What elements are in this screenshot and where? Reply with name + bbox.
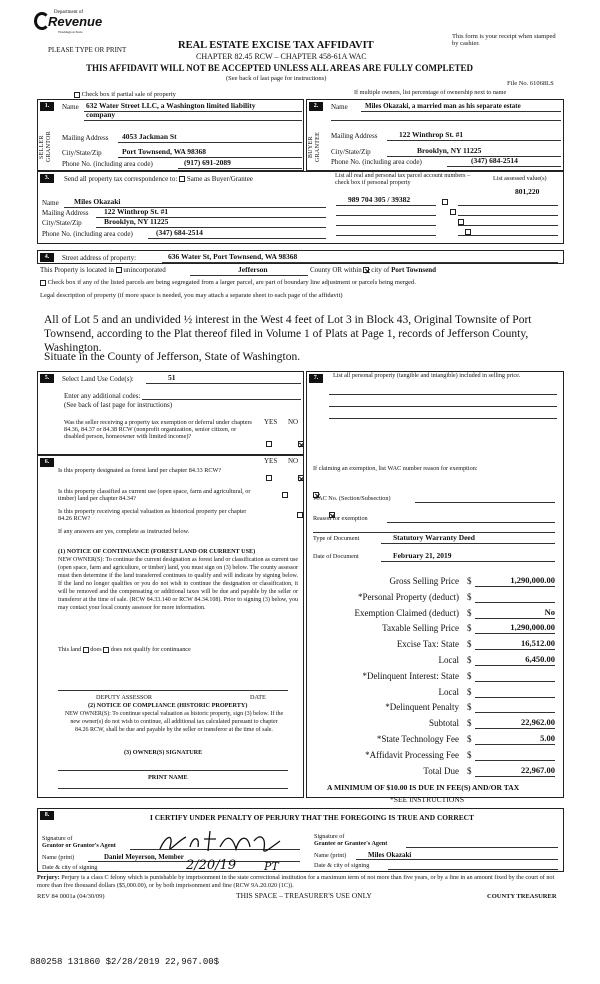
grantee-signature-line[interactable] — [406, 847, 558, 848]
notice-continuance-text: NEW OWNER(S): To continue the current designation as forest land or classification as current use (open space, farm and agriculture, or timber) land, you must sign on (3) below. The county assessor must then determine if the land transferred continues to qualify and will indicate by signing below. If the land no longer qualifies or you do not wish to continue the designation or classification, it will be removed and the compensating or additional taxes will be due and payable by the seller or transferor at the time of sale. (RCW 84.33.140 or RCW 84.34.108). Prior to signing (3) below, you may contact your local county assessor for more information. — [58, 557, 298, 611]
payment-stamp: 880258 131860 $2/28/2019 22,967.00$ — [30, 957, 220, 967]
assessed-line[interactable] — [458, 205, 558, 206]
document-type[interactable]: Statutory Warranty Deed — [393, 533, 475, 542]
grantee-print-name[interactable]: Miles Okazaki — [368, 851, 412, 859]
corr-name[interactable]: Miles Okazaki — [74, 197, 121, 206]
grantor-city[interactable]: PT — [264, 860, 279, 873]
same-as-buyer-checkbox[interactable] — [179, 176, 185, 182]
fee-row-amount[interactable] — [475, 750, 555, 761]
receipt-note: This form is your receipt when stamped by cashier. — [452, 33, 556, 48]
personal-property-checkbox[interactable] — [442, 199, 448, 205]
buyer-side-label: BUYER GRANTEE — [308, 131, 321, 163]
fee-row-amount[interactable]: No — [475, 608, 555, 619]
buyer-name[interactable]: Miles Okazaki, a married man as his separate estate — [365, 102, 521, 110]
land-use-section: 5. Select Land Use Code(s): 51 Enter any additional codes: (See back of last page for instructions) YES NO Was the seller receiving a property tax exemption or deferral under chapters 84.36, 84.37 or 84.38 RCW (nonprofit organization, senior citizen, or disabled person, homeowner with limited income)? — [37, 371, 304, 455]
fee-row-label: Subtotal — [428, 718, 459, 729]
fee-row-amount[interactable] — [475, 702, 555, 713]
corr-city[interactable]: Brooklyn, NY 11225 — [104, 217, 169, 226]
wac-field[interactable] — [415, 502, 555, 503]
property-street[interactable]: 636 Water St, Port Townsend, WA 98368 — [168, 252, 298, 261]
fee-row-label: Exemption Claimed (deduct) — [354, 607, 459, 618]
dollar-sign: $ — [467, 607, 472, 618]
form-warning: THIS AFFIDAVIT WILL NOT BE ACCEPTED UNLESS ALL AREAS ARE FULLY COMPLETED — [86, 63, 474, 73]
correspondence-section: 3. Send all property tax correspondence to: Same as Buyer/Grantee List all real and personal tax parcel account numbers – check box if personal property List assessed value(s) 801,220 Name Miles Okazaki Mailing Address 122 Winthrop St. #1 City/State/Zip Brooklyn, NY 11225 Phone No. (including area code) (347) 684-2514 989 704 305 / 39382 — [37, 171, 564, 244]
fee-row-label: *Delinquent Penalty — [385, 702, 459, 713]
dollar-sign: $ — [467, 591, 472, 602]
assessed-value[interactable]: 801,220 — [515, 187, 540, 196]
segregated-checkbox[interactable] — [40, 280, 46, 286]
document-date[interactable]: February 21, 2019 — [393, 551, 452, 560]
location-row: This Property is located in unincorporated — [40, 266, 166, 274]
dollar-sign: $ — [467, 765, 472, 776]
dollar-sign: $ — [467, 655, 472, 665]
fee-row-label: Local — [438, 655, 459, 665]
partial-sale-checkbox[interactable] — [74, 92, 80, 98]
certify-statement: I CERTIFY UNDER PENALTY OF PERJURY THAT THE FOREGOING IS TRUE AND CORRECT — [150, 813, 474, 822]
notice-continuance-title: (1) NOTICE OF CONTINUANCE (FOREST LAND OR CURRENT USE) — [58, 548, 256, 555]
historic-question: Is this property receiving special valuation as historical property per chapter 84.26 RCW? — [58, 508, 247, 523]
legal-description[interactable]: All of Lot 5 and an undivided ½ interest in the West 4 feet of Lot 3 in Block 43, Original Townsite of Port Townsend, according to the Plat thereof filed in Volume 1 of Plats at Page 1, records of Jefferson County, Washington. — [44, 314, 532, 354]
fee-row-label: *Affidavit Processing Fee — [365, 749, 459, 760]
dollar-sign: $ — [467, 623, 472, 634]
seller-phone[interactable]: (917) 691-2089 — [184, 158, 231, 167]
county-treasurer: COUNTY TREASURER — [487, 893, 557, 900]
assessed-line[interactable] — [458, 225, 558, 226]
fee-row-label: Taxable Selling Price — [382, 623, 459, 634]
forest-land-question: Is this property designated as forest land per chapter 84.33 RCW? — [58, 467, 222, 474]
personal-property-line[interactable] — [329, 418, 557, 419]
dollar-sign: $ — [467, 718, 472, 729]
notice-compliance-text: NEW OWNER(S): To continue special valuation as historic property, sign (3) below. If the new owner(s) do not wish to continue, all additional tax calculated pursuant to chapter 84.26 RCW, shall be due and payable by the seller or transferor at the time of sale. — [64, 711, 284, 733]
partial-sale-row: Check box if partial sale of property — [74, 91, 176, 98]
notice-compliance-title: (2) NOTICE OF COMPLIANCE (HISTORIC PROPERTY) — [88, 702, 248, 709]
print-name-line[interactable] — [58, 788, 288, 789]
corr-address[interactable]: 122 Winthrop St. #1 — [104, 207, 169, 216]
within-city-checkbox[interactable] — [363, 267, 369, 273]
deputy-signature-line[interactable] — [58, 690, 288, 691]
seller-name[interactable]: 632 Water Street LLC, a Washington limited liability company — [86, 101, 256, 119]
multiple-owners-note: If multiple owners, list percentage of ownership next to name — [354, 89, 507, 96]
parcel-line[interactable] — [336, 235, 436, 236]
dollar-sign: $ — [467, 749, 472, 760]
property-city[interactable]: Port Townsend — [391, 266, 436, 274]
fee-row-label: *State Technology Fee — [376, 734, 459, 744]
fee-row-amount[interactable] — [475, 671, 555, 682]
fee-row-amount[interactable] — [475, 687, 555, 698]
assessed-header: List assessed value(s) — [493, 175, 547, 182]
dollar-sign: $ — [467, 576, 472, 586]
reason-field[interactable] — [387, 522, 555, 523]
corr-phone[interactable]: (347) 684-2514 — [156, 228, 203, 237]
fee-row-amount[interactable]: 1,290,000.00 — [475, 623, 555, 634]
see-instructions: *SEE INSTRUCTIONS — [390, 795, 465, 804]
fee-row-amount[interactable]: 22,967.00 — [475, 766, 555, 777]
fee-row-label: Local — [438, 686, 459, 697]
certification-section: 8. I CERTIFY UNDER PENALTY OF PERJURY THAT THE FOREGOING IS TRUE AND CORRECT Signature of Grantor or Grantor's Agent Name (print) Daniel Meyerson, Member Date & city of signing 2/20/19 PT Signature of Grantee or Grantee's Agent Name (print) Miles Okazaki Date & city of signing — [37, 808, 564, 872]
parcel-line[interactable] — [336, 215, 436, 216]
dollar-sign: $ — [467, 686, 472, 697]
fee-row-amount[interactable]: 5.00 — [475, 734, 555, 745]
minimum-note: A MINIMUM OF $10.00 IS DUE IN FEE(S) AND/OR TAX — [327, 783, 520, 792]
parcel-header: List all real and personal tax parcel account numbers – check box if personal property — [335, 172, 471, 187]
does-not-qualify-checkbox[interactable] — [103, 647, 109, 653]
fee-row-label: Total Due — [423, 765, 459, 776]
parcel-line[interactable] — [336, 205, 436, 206]
exemption-question: Was the seller receiving a property tax exemption or deferral under chapters 84.36, 84.37 or 84.38 RCW (nonprofit organization, senior citizen, or disabled person, homeowner with limited income)? — [64, 419, 252, 441]
please-type: PLEASE TYPE OR PRINT — [48, 46, 127, 54]
owner-signature-line[interactable] — [58, 770, 288, 771]
dept-logo: Department of Revenue Washington State — [34, 10, 94, 38]
exemption-no-checkbox[interactable] — [298, 441, 304, 447]
perjury-notice: Perjury: Perjury is a class C felony which is punishable by imprisonment in the state correctional institution for a maximum term of not more than five years, or by a fine in an amount fixed by the court of not more than five thousand dollars ($5,000.00), or by both imprisonment and fine (RCW 9A.20.020 (1C)). — [37, 874, 555, 889]
revision-number: REV 84 0001a (04/30/09) — [37, 893, 105, 900]
land-use-code[interactable]: 51 — [168, 373, 176, 382]
file-number: File No. 61068LS — [507, 80, 554, 87]
grantor-date[interactable]: 2/20/19 — [186, 858, 237, 873]
dollar-sign: $ — [467, 734, 472, 744]
buyer-address[interactable]: 122 Winthrop St. #1 — [399, 130, 464, 139]
seller-section: 1. SELLER GRANTOR Name 632 Water Street LLC, a Washington limited liability company Mailing Address 4053 Jackman St City/State/Zip Port Townsend, WA 98368 Phone No. (including area code) (917) 691-2089 — [37, 99, 304, 171]
seller-city[interactable]: Port Townsend, WA 98368 — [122, 147, 207, 156]
form-title: REAL ESTATE EXCISE TAX AFFIDAVIT — [178, 40, 374, 51]
property-county[interactable]: Jefferson — [238, 265, 268, 274]
personal-property-line[interactable] — [329, 394, 557, 395]
fee-row-amount[interactable] — [475, 592, 555, 603]
dollar-sign: $ — [467, 639, 472, 650]
personal-property-checkbox[interactable] — [450, 209, 456, 215]
legal-description-label: Legal description of property (if more space is needed, you may attach a separate sheet to each page of the affidavit) — [40, 292, 343, 299]
fee-row-amount[interactable]: 22,962.00 — [475, 718, 555, 729]
parcel-number[interactable]: 989 704 305 / 39382 — [348, 195, 411, 204]
buyer-phone[interactable]: (347) 684-2514 — [471, 156, 518, 165]
current-use-yes-checkbox[interactable] — [282, 492, 288, 498]
dollar-sign: $ — [467, 670, 472, 681]
property-section: 4. Street address of property: 636 Water St, Port Townsend, WA 98368 — [37, 250, 564, 264]
additional-codes-field[interactable] — [142, 399, 301, 400]
parcel-line[interactable] — [336, 225, 436, 226]
unincorporated-checkbox[interactable] — [116, 267, 122, 273]
fee-row-label: *Delinquent Interest: State — [362, 670, 459, 681]
seller-address[interactable]: 4053 Jackman St — [122, 132, 177, 141]
buyer-city[interactable]: Brooklyn, NY 11225 — [417, 146, 482, 155]
seller-side-label: SELLER GRANTOR — [39, 131, 52, 163]
forest-no-checkbox[interactable] — [298, 475, 304, 481]
fee-row-label: Excise Tax: State — [396, 639, 459, 650]
sale-section: 7. List all personal property (tangible and intangible) included in selling price. If claiming an exemption, list WAC number reason for exemption: WAC No. (Section/Subsection) Reason for exemption Type of Document Statutory Warranty Deed Date of Document February 21, 2019 Gross Selling Price $ 1,290,000.00 *Personal Property (deduct) $ Exemption Claimed (deduct) $ No Taxable Selling Price $ 1,290,000.00 Excise Tax: State $ 16,512.00 Local $ 6,450.00 *Delinquent Interest: State $ Local $ *Delinquent Penalty $ Subtotal $ 22,962.00 *State Technology Fee $ 5.00 *Affidavit Processing Fee $ Total Due $ 22,967.00 A MINIMUM OF $10.00 IS DUE IN FEE(S) AND/OR TAX — [306, 371, 564, 798]
fee-row-amount[interactable]: 6,450.00 — [475, 655, 555, 666]
fee-row-label: *Personal Property (deduct) — [358, 591, 459, 602]
personal-property-line[interactable] — [329, 406, 557, 407]
forest-yes-checkbox[interactable] — [266, 475, 272, 481]
fee-row-amount[interactable]: 16,512.00 — [475, 639, 555, 650]
assessed-line[interactable] — [458, 235, 558, 236]
assessed-line[interactable] — [458, 215, 558, 216]
fee-row-label: Gross Selling Price — [389, 576, 459, 586]
personal-property-label: List all personal property (tangible and intangible) included in selling price. — [333, 372, 521, 379]
qualifies-checkbox[interactable] — [83, 647, 89, 653]
situate-text[interactable]: Situate in the County of Jefferson, State of Washington. — [44, 351, 301, 363]
buyer-section: 2. BUYER GRANTEE Name Miles Okazaki, a married man as his separate estate Mailing Address 122 Winthrop St. #1 City/State/Zip Brooklyn, NY 11225 Phone No. (including area code) (347) 684-2514 — [306, 99, 564, 171]
see-back-note: (See back of last page for instructions) — [226, 75, 327, 82]
fee-row-amount[interactable]: 1,290,000.00 — [475, 576, 555, 587]
grantor-print-name[interactable]: Daniel Meyerson, Member — [104, 853, 184, 861]
treasurer-space: THIS SPACE – TREASURER'S USE ONLY — [236, 891, 372, 900]
exemption-yes-checkbox[interactable] — [266, 441, 272, 447]
current-use-question: Is this property classified as current use (open space, farm and agricultural, or timber) land per chapter 84.34? — [58, 488, 251, 503]
form-subtitle: CHAPTER 82.45 RCW – CHAPTER 458-61A WAC — [196, 52, 367, 61]
historic-yes-checkbox[interactable] — [297, 512, 303, 518]
dollar-sign: $ — [467, 702, 472, 713]
designation-section: 6. YES NO Is this property designated as forest land per chapter 84.33 RCW? Is this property classified as current use (open space, farm and agricultural, or timber) land per chapter 84.34? Is this property receiving special valuation as historical property per chapter 84.26 RCW? If any answers are yes, complete as instructed below. (1) NOTICE OF CONTINUANCE (FOREST LAND OR CURRENT USE) NEW OWNER(S): To continue the current designation as forest land or classification as current use (open space, farm and agriculture, or timber) land, you must sign on (3) below. The county assessor must then determine if the land transferred continues to qualify and will indicate by signing below. If the land no longer qualifies or you do not wish to continue the designation or classification, it will be removed and the compensating or additional taxes will be due and payable by the seller or transferor at the time of sale. (RCW 84.33.140 or RCW 84.34.108). Prior to signing (3) below, you may contact your local county assessor for more information. This land does does not qualify for continuance DEPUTY ASSESSOR DATE (2) NOTICE OF COMPLIANCE (HISTORIC PROPERTY) NEW OWNER(S): To continue special valuation as historic property, sign (3) below. If the new owner(s) do not wish to continue, all additional tax calculated pursuant to chapter 84.26 RCW, shall be due and payable by the seller or transferor at the time of sale. (3) OWNER(S) SIGNATURE PRINT NAME — [37, 455, 304, 798]
